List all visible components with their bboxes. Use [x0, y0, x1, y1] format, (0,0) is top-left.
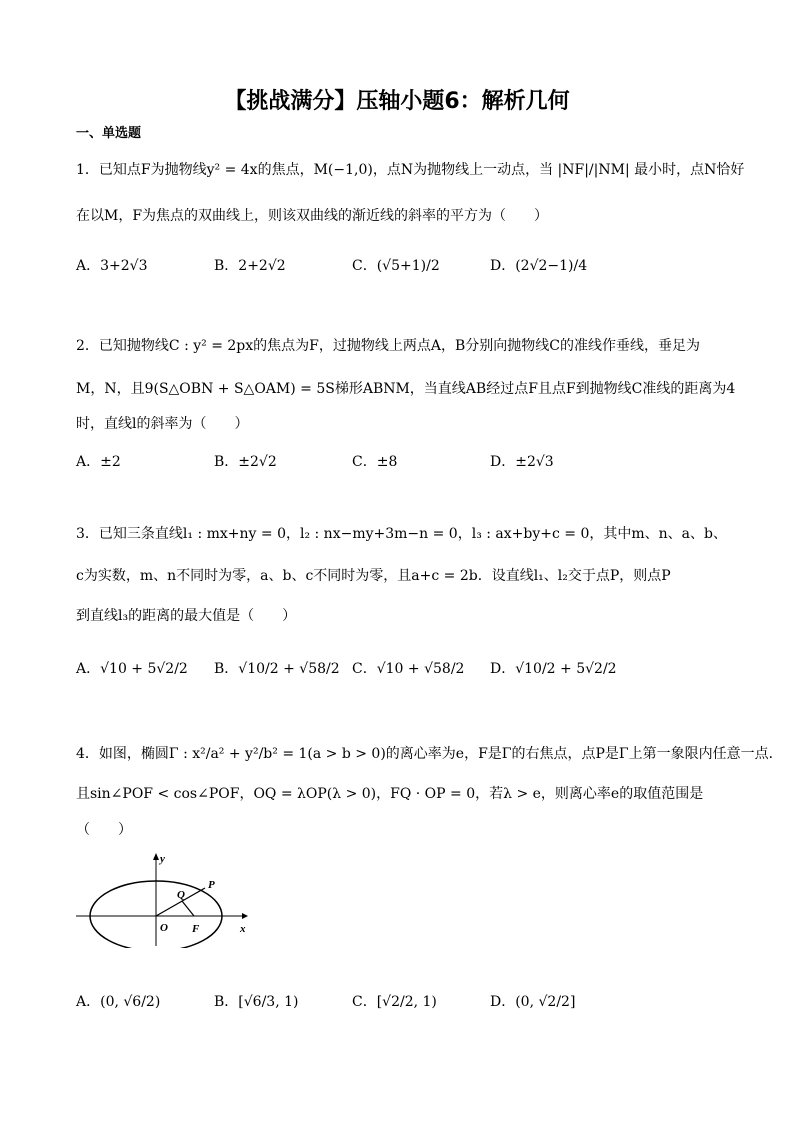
question-2-option-c: C．±8 [352, 454, 398, 470]
question-4-line-3: （ ） [76, 822, 132, 838]
question-1-option-d: D．(2√2−1)/4 [490, 258, 588, 274]
question-1-line-2: 在以M，F为焦点的双曲线上，则该双曲线的渐近线的斜率的平方为（ ） [76, 208, 549, 224]
question-3-option-b: B．√10/2 + √58/2 [214, 661, 340, 677]
question-3-option-d: D．√10/2 + 5√2/2 [490, 661, 617, 677]
y-axis-arrow [153, 853, 159, 860]
question-3-option-c: C．√10 + √58/2 [352, 661, 465, 677]
label-f: F [192, 923, 200, 935]
question-1-option-a: A．3+2√3 [76, 258, 148, 274]
question-2-line-3: 时，直线l的斜率为（ ） [76, 416, 249, 432]
label-y: y [160, 853, 165, 865]
ellipse-figure [72, 848, 252, 948]
label-o: O [160, 922, 168, 934]
question-1-line-1: 1．已知点F为抛物线y² = 4x的焦点，M(−1,0)，点N为抛物线上一动点，当 |NF|/|NM| 最小时，点N恰好 [76, 162, 745, 178]
question-4-option-c: C．[√2/2, 1) [352, 994, 437, 1010]
label-x: x [240, 923, 246, 935]
label-q: Q [177, 889, 185, 901]
question-2-option-a: A．±2 [76, 454, 121, 470]
question-4-line-2: 且sin∠POF < cos∠POF，OQ = λOP(λ > 0)，FQ · OP = 0，若λ > e，则离心率e的取值范围是 [76, 786, 704, 802]
question-3-line-3: 到直线l₃的距离的最大值是（ ） [76, 608, 297, 624]
section-heading: 一、单选题 [76, 126, 142, 141]
question-3-line-1: 3．已知三条直线l₁ : mx+ny = 0，l₂ : nx−my+3m−n = 0，l₃ : ax+by+c = 0，其中m、n、a、b、 [76, 526, 727, 542]
question-4-option-a: A．(0, √6/2) [76, 994, 161, 1010]
x-axis-arrow [242, 913, 248, 919]
question-3-option-a: A．√10 + 5√2/2 [76, 661, 188, 677]
label-p: P [208, 879, 215, 891]
question-1-option-c: C．(√5+1)/2 [352, 258, 440, 274]
question-3-line-2: c为实数，m、n不同时为零，a、b、c不同时为零，且a+c = 2b．设直线l₁、l₂交于点P，则点P [76, 568, 671, 584]
question-2-line-2: M，N，且9(S△OBN + S△OAM) = 5S梯形ABNM，当直线AB经过点F且点F到抛物线C准线的距离为4 [76, 381, 736, 397]
question-1-option-b: B．2+2√2 [214, 258, 286, 274]
question-4-option-d: D．(0, √2/2] [490, 994, 576, 1010]
question-2-line-1: 2．已知抛物线C : y² = 2px的焦点为F，过抛物线上两点A，B分别向抛物线C的准线作垂线，垂足为 [76, 338, 700, 354]
segment-fq [182, 901, 194, 916]
question-2-option-d: D．±2√3 [490, 454, 554, 470]
page-title: 【挑战满分】压轴小题6：解析几何 [224, 89, 570, 114]
question-4-line-1: 4．如图，椭圆Γ : x²/a² + y²/b² = 1(a > b > 0)的离心率为e，F是Γ的右焦点，点P是Γ上第一象限内任意一点． [76, 746, 783, 762]
question-2-option-b: B．±2√2 [214, 454, 277, 470]
question-4-option-b: B．[√6/3, 1) [214, 994, 299, 1010]
